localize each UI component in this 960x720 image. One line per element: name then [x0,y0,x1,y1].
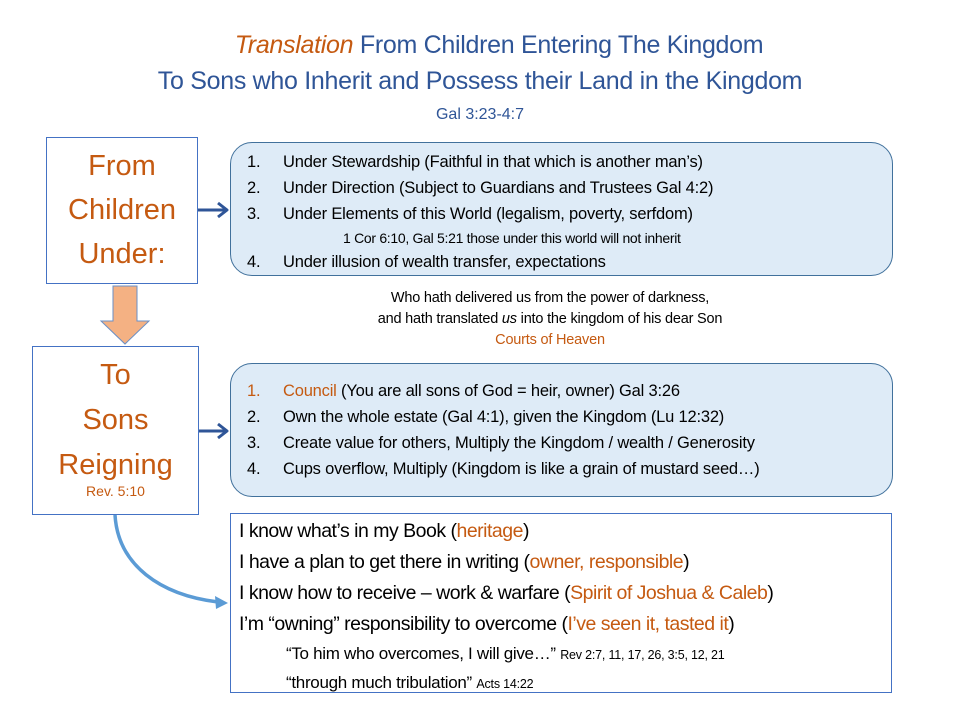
declarations-box [230,513,892,693]
from-box-line: Children [68,194,176,226]
arrow-down-icon [101,286,149,344]
courts-of-heaven-label: Courts of Heaven [495,332,605,348]
list-item: 4. Cups overflow, Multiply (Kingdom is like a grain of mustard seed…) [247,460,760,478]
list-item: 3. Under Elements of this World (legalism, poverty, serfdom) [247,205,693,223]
list-sub-note: 1 Cor 6:10, Gal 5:21 those under this world will not inherit [343,230,681,246]
declaration-line: I know what’s in my Book (heritage) [239,520,529,542]
title-reference: Gal 3:23-4:7 [435,106,525,123]
from-box-line: Under: [78,238,166,270]
from-children-box [46,137,198,284]
title-line-1 [0,31,960,60]
verse-line: “through much tribulation” Acts 14:22 [286,673,534,692]
arrow-right-icon [199,424,227,438]
list-item: 2. Under Direction (Subject to Guardians and Trustees Gal 4:2) [247,179,714,197]
council-highlight: Council [283,382,337,400]
declaration-line: I’m “owning” responsibility to overcome (I’ve seen it, tasted it) [239,613,735,635]
sons-reigning-list [230,363,893,497]
children-under-list [230,142,893,276]
arrow-right-icon [198,203,227,217]
list-item: 2. Own the whole estate (Gal 4:1), given the Kingdom (Lu 12:32) [247,408,725,426]
declaration-line: I know how to receive – work & warfare (Spirit of Joshua & Caleb) [239,582,774,604]
declaration-line: I have a plan to get there in writing (owner, responsible) [239,551,690,573]
verse-line: “To him who overcomes, I will give…” Rev 2:7, 11, 17, 26, 3:5, 12, 21 [286,644,725,663]
to-box-reference: Rev. 5:10 [86,483,145,499]
title-translation-word: Translation [234,31,354,59]
quote-line-1: Who hath delivered us from the power of darkness, [390,290,710,306]
to-box-line: Reigning [58,449,173,481]
list-item: 4. Under illusion of wealth transfer, expectations [247,253,606,271]
to-box-line: To [100,359,131,391]
list-item: 1. Council (You are all sons of God = heir, owner) Gal 3:26 [247,382,680,400]
to-sons-box [32,346,199,515]
title-line-2: To Sons who Inherit and Possess their Land in the Kingdom [157,67,803,95]
to-box-line: Sons [82,404,149,436]
quote-line-2: and hath translated us into the kingdom of his dear Son [377,311,723,327]
scripture-quote [300,288,800,351]
list-item: 3. Create value for others, Multiply the Kingdom / wealth / Generosity [247,434,755,452]
curved-arrow-icon [115,515,228,609]
from-box-line: From [88,150,156,182]
title-line-1-text: From Children Entering The Kingdom [359,31,764,59]
list-item: 1. Under Stewardship (Faithful in that which is another man’s) [247,153,703,171]
